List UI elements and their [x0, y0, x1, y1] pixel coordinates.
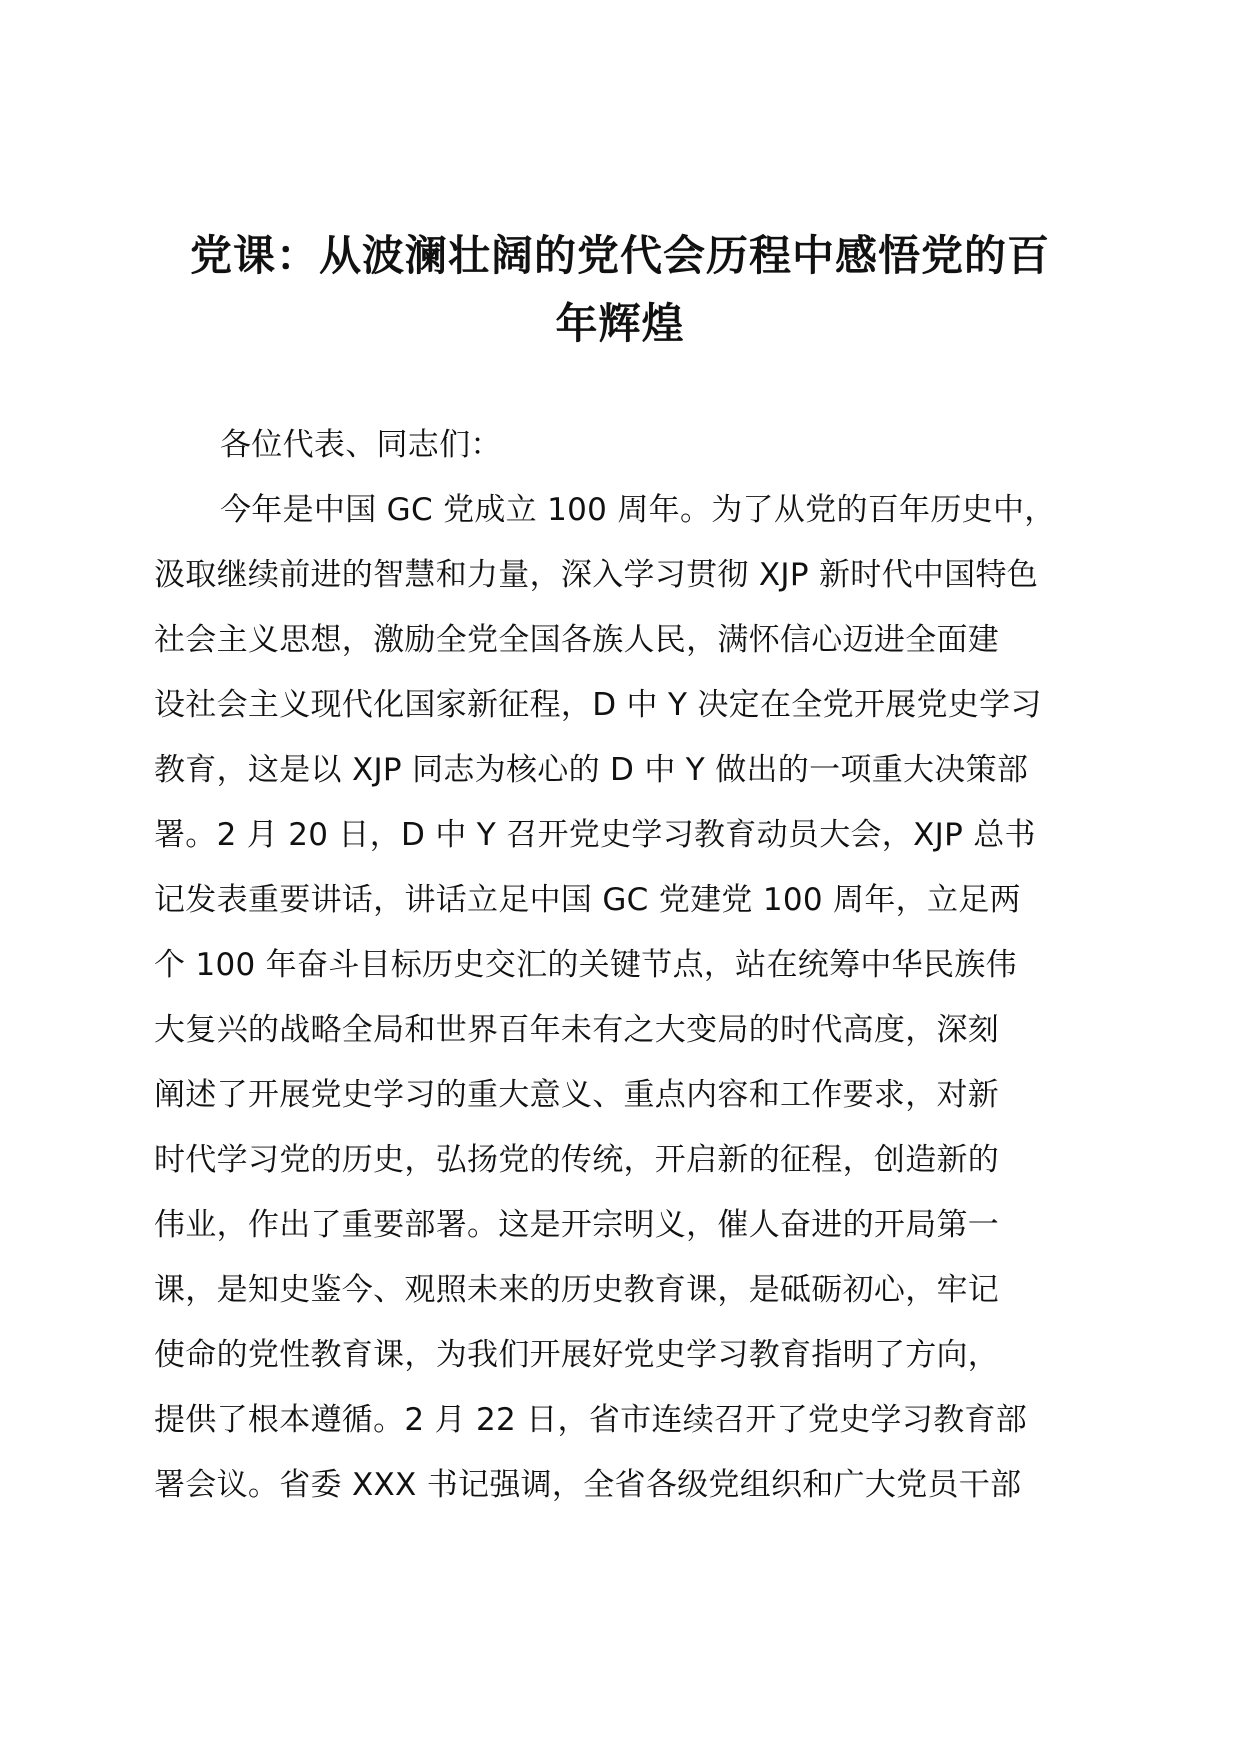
paragraph-line: 今年是中国 GC 党成立 100 周年。为了从党的百年历史中， [220, 492, 1056, 528]
paragraph-line: 记发表重要讲话，讲话立足中国 GC 党建党 100 周年，立足两 [154, 882, 1021, 918]
paragraph-line: 提供了根本遵循。2 月 22 日，省市连续召开了党史学习教育部 [154, 1402, 1028, 1438]
paragraph-line: 汲取继续前进的智慧和力量，深入学习贯彻 XJP 新时代中国特色 [154, 557, 1039, 593]
paragraph-line: 教育，这是以 XJP 同志为核心的 D 中 Y 做出的一项重大决策部 [154, 752, 1029, 788]
paragraph-line: 个 100 年奋斗目标历史交汇的关键节点，站在统筹中华民族伟 [154, 947, 1017, 983]
paragraph-line: 课，是知史鉴今、观照未来的历史教育课，是砥砺初心，牢记 [154, 1272, 1000, 1308]
paragraph-line: 署会议。省委 XXX 书记强调，全省各级党组织和广大党员干部 [154, 1467, 1022, 1503]
paragraph-line: 署。2 月 20 日，D 中 Y 召开党史学习教育动员大会，XJP 总书 [154, 817, 1036, 853]
paragraph-line: 使命的党性教育课，为我们开展好党史学习教育指明了方向， [154, 1337, 1000, 1373]
paragraph-line: 阐述了开展党史学习的重大意义、重点内容和工作要求，对新 [154, 1077, 1000, 1113]
paragraph-line: 时代学习党的历史，弘扬党的传统，开启新的征程，创造新的 [154, 1142, 1000, 1178]
document-body [154, 413, 1094, 1518]
paragraph-line: 社会主义思想，激励全党全国各族人民，满怀信心迈进全面建 [154, 622, 1000, 658]
title-line-1: 党课：从波澜壮阔的党代会历程中感悟党的百 [189, 231, 1050, 280]
salutation: 各位代表、同志们： [220, 427, 502, 463]
paragraph-line: 伟业，作出了重要部署。这是开宗明义，催人奋进的开局第一 [154, 1207, 1000, 1243]
paragraph-line: 设社会主义现代化国家新征程，D 中 Y 决定在全党开展党史学习 [154, 687, 1042, 723]
paragraph-line: 大复兴的战略全局和世界百年未有之大变局的时代高度，深刻 [154, 1012, 1000, 1048]
title-line-2: 年辉煌 [555, 299, 685, 348]
document-title [150, 222, 1090, 358]
